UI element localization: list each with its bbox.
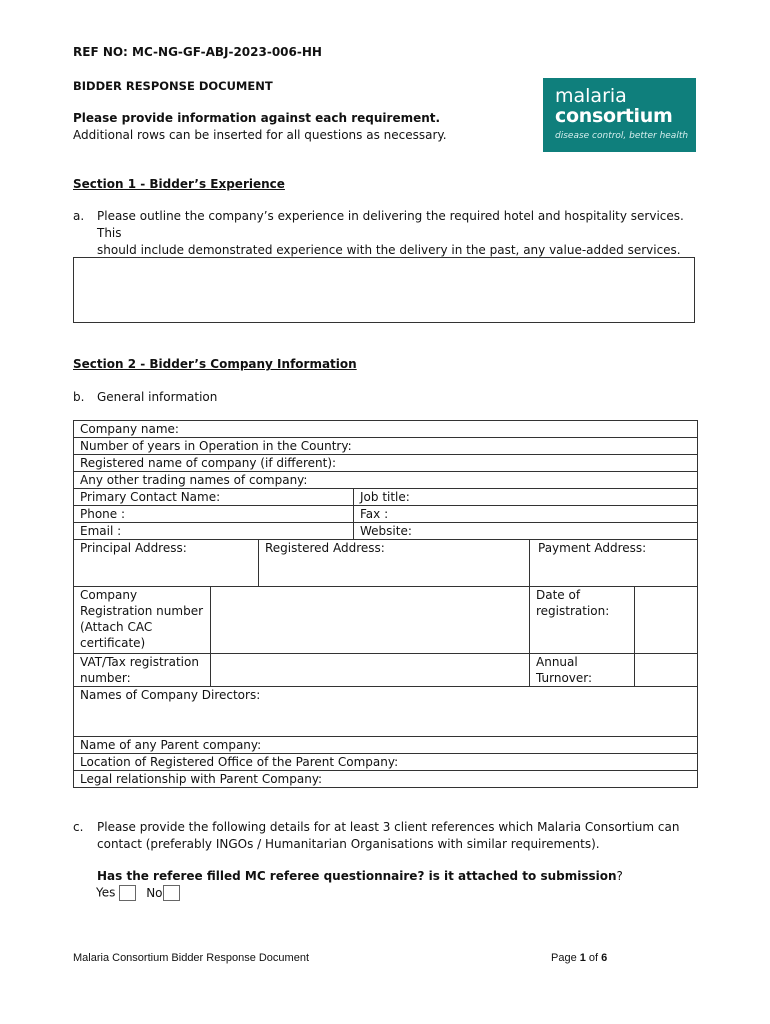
yes-label: Yes — [96, 885, 116, 900]
no-label: No — [146, 885, 163, 900]
principal-address-field[interactable]: Principal Address: — [74, 540, 259, 587]
referee-question-mark: ? — [616, 869, 623, 883]
parent-company-field[interactable]: Name of any Parent company: — [74, 737, 698, 754]
item-c-text — [97, 819, 697, 853]
fax-field[interactable]: Fax : — [354, 506, 698, 523]
registered-name-field[interactable]: Registered name of company (if different): — [74, 455, 698, 472]
reference-number: REF NO: MC-NG-GF-ABJ-2023-006-HH — [73, 45, 322, 59]
yes-checkbox[interactable] — [119, 885, 136, 901]
annual-turnover-label-2: Turnover: — [536, 671, 593, 685]
item-a-letter: a. — [73, 209, 85, 223]
page-current: 1 — [579, 952, 586, 964]
item-b-text: General information — [97, 390, 218, 404]
company-registration-label-2: Registration number — [80, 604, 204, 618]
website-field[interactable]: Website: — [354, 523, 698, 540]
company-registration-label — [74, 587, 211, 654]
phone-field[interactable]: Phone : — [74, 506, 354, 523]
annual-turnover-input[interactable] — [635, 654, 698, 687]
referee-question — [97, 869, 623, 883]
document-title: BIDDER RESPONSE DOCUMENT — [73, 79, 273, 93]
item-a-line-2: should include demonstrated experience with the delivery in the past, any value-added services. — [97, 243, 681, 257]
instruction-text: Additional rows can be inserted for all questions as necessary. — [73, 128, 447, 142]
company-name-field[interactable]: Company name: — [74, 421, 698, 438]
vat-registration-label-2: number: — [80, 671, 131, 685]
company-registration-label-4: certificate) — [80, 636, 146, 650]
company-registration-input[interactable] — [211, 587, 530, 654]
company-information-table — [73, 420, 698, 788]
date-of-registration-input[interactable] — [635, 587, 698, 654]
referee-answer-options — [96, 885, 180, 901]
item-a-line-1: Please outline the company’s experience in delivering the required hotel and hospitality services. This — [97, 209, 684, 240]
item-c-line-2: contact (preferably INGOs / Humanitarian Organisations with similar requirements). — [97, 837, 600, 851]
company-registration-label-3: (Attach CAC — [80, 620, 153, 634]
logo-line-2: consortium — [555, 105, 673, 127]
annual-turnover-label — [530, 654, 635, 687]
section-2-title: Section 2 - Bidder’s Company Information — [73, 357, 357, 371]
date-of-registration-label — [530, 587, 635, 654]
item-c-letter: c. — [73, 820, 84, 834]
job-title-field[interactable]: Job title: — [354, 489, 698, 506]
parent-location-field[interactable]: Location of Registered Office of the Parent Company: — [74, 754, 698, 771]
malaria-consortium-logo — [543, 78, 696, 152]
experience-response-box[interactable] — [73, 257, 695, 323]
vat-registration-label — [74, 654, 211, 687]
no-checkbox[interactable] — [163, 885, 180, 901]
parent-relationship-field[interactable]: Legal relationship with Parent Company: — [74, 771, 698, 788]
annual-turnover-label-1: Annual — [536, 655, 578, 669]
referee-question-text: Has the referee filled MC referee questionnaire? is it attached to submission — [97, 869, 617, 883]
trading-names-field[interactable]: Any other trading names of company: — [74, 472, 698, 489]
item-b-letter: b. — [73, 390, 85, 404]
page-total: 6 — [601, 952, 608, 964]
years-in-operation-field[interactable]: Number of years in Operation in the Country: — [74, 438, 698, 455]
item-c-line-1: Please provide the following details for at least 3 client references which Malaria Consortium can — [97, 820, 680, 834]
footer-document-name: Malaria Consortium Bidder Response Document — [73, 952, 309, 964]
date-of-registration-label-2: registration: — [536, 604, 610, 618]
page-of: of — [585, 952, 602, 964]
section-1-title: Section 1 - Bidder’s Experience — [73, 177, 285, 191]
company-registration-label-1: Company — [80, 588, 138, 602]
page-prefix: Page — [551, 952, 580, 964]
logo-tagline: disease control, better health — [555, 131, 689, 141]
item-a-text — [97, 208, 707, 259]
vat-registration-input[interactable] — [211, 654, 530, 687]
date-of-registration-label-1: Date of — [536, 588, 581, 602]
logo-line-1: malaria — [555, 85, 627, 107]
footer-page-number — [551, 952, 607, 964]
primary-contact-field[interactable]: Primary Contact Name: — [74, 489, 354, 506]
instruction-bold: Please provide information against each requirement. — [73, 111, 441, 125]
payment-address-field[interactable]: Payment Address: — [530, 540, 698, 587]
company-directors-field[interactable]: Names of Company Directors: — [74, 687, 698, 737]
email-field[interactable]: Email : — [74, 523, 354, 540]
registered-address-field[interactable]: Registered Address: — [259, 540, 530, 587]
vat-registration-label-1: VAT/Tax registration — [80, 655, 199, 669]
